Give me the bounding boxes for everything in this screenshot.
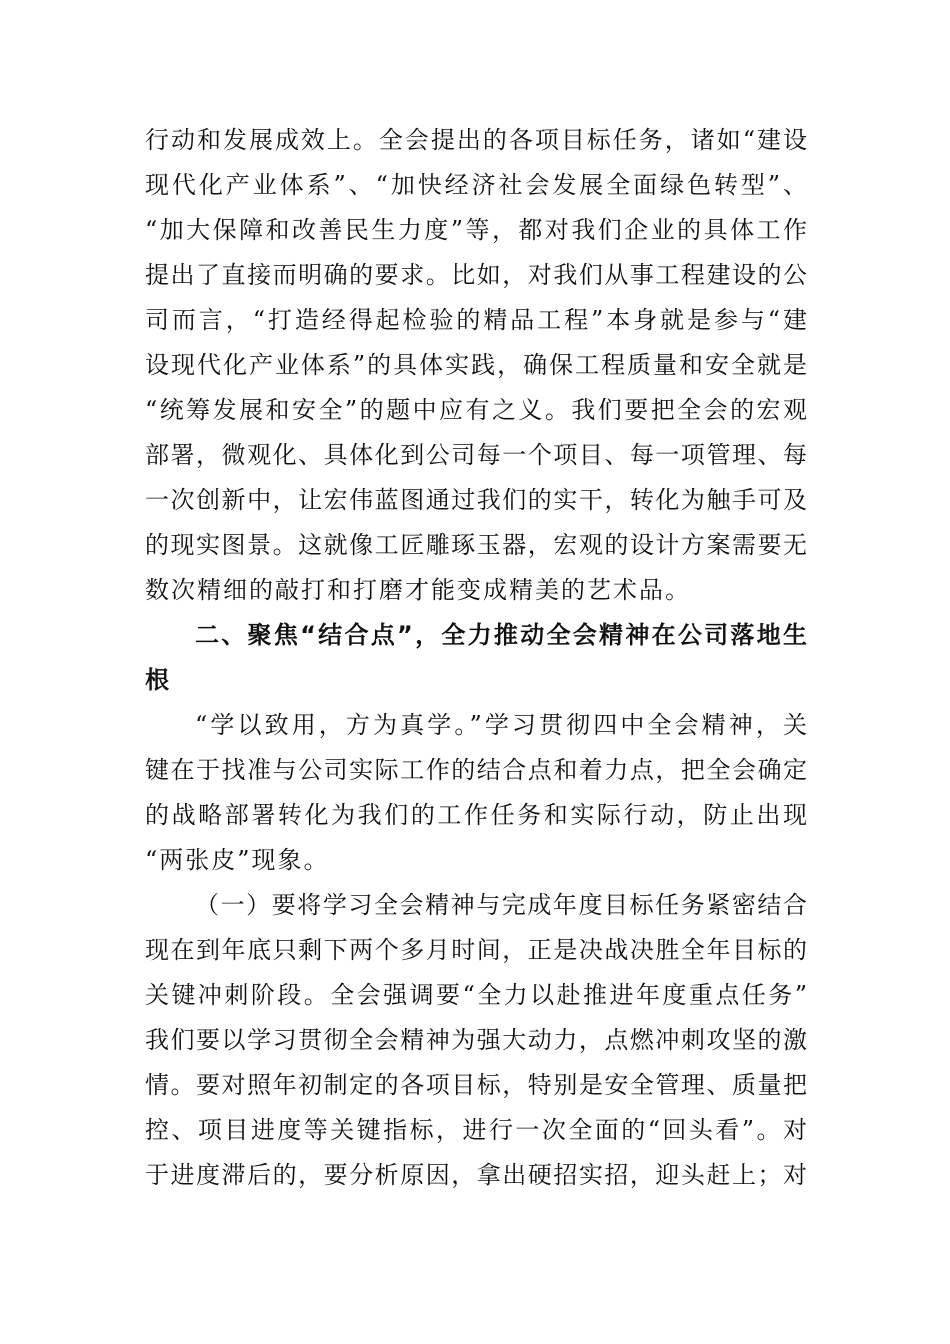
text-line: “学以致用，方为真学。”学习贯彻四中全会精神，关 [195,711,807,739]
section-heading-line: 二、聚焦“结合点”，全力推动全会精神在公司落地生 [195,621,807,649]
text-line: 数次精细的敲打和打磨才能变成精美的艺术品。 [145,576,691,604]
text-line: “加大保障和改善民生力度”等，都对我们企业的具体工作 [145,216,807,244]
section-heading-line: 根 [145,666,171,694]
text-line: 于进度滞后的，要分析原因，拿出硬招实招，迎头赶上；对 [145,1161,807,1189]
text-line: 的现实图景。这就像工匠雕琢玉器，宏观的设计方案需要无 [145,531,807,559]
text-line: 的战略部署转化为我们的工作任务和实际行动，防止出现 [145,801,807,829]
text-line: 司而言，“打造经得起检验的精品工程”本身就是参与“建 [145,306,807,334]
text-line: 情。要对照年初制定的各项目标，特别是安全管理、质量把 [145,1071,807,1099]
text-line: 行动和发展成效上。全会提出的各项目标任务，诸如“建设 [145,126,807,154]
text-line: 我们要以学习贯彻全会精神为强大动力，点燃冲刺攻坚的激 [145,1026,807,1054]
text-line: 控、项目进度等关键指标，进行一次全面的“回头看”。对 [145,1116,807,1144]
text-line: 部署，微观化、具体化到公司每一个项目、每一项管理、每 [145,441,807,469]
text-line: （一）要将学习全会精神与完成年度目标任务紧密结合 [195,891,807,919]
text-line: 键在于找准与公司实际工作的结合点和着力点，把全会确定 [145,756,807,784]
text-line: 关键冲刺阶段。全会强调要“全力以赴推进年度重点任务” [145,981,807,1009]
text-line: 设现代化产业体系”的具体实践，确保工程质量和安全就是 [145,351,807,379]
text-line: “统筹发展和安全”的题中应有之义。我们要把全会的宏观 [145,396,807,424]
text-line: 现在到年底只剩下两个多月时间，正是决战决胜全年目标的 [145,936,807,964]
text-line: 一次创新中，让宏伟蓝图通过我们的实干，转化为触手可及 [145,486,807,514]
text-line: 现代化产业体系”、“加快经济社会发展全面绿色转型”、 [145,171,807,199]
text-line: “两张皮”现象。 [145,846,330,874]
text-line: 提出了直接而明确的要求。比如，对我们从事工程建设的公 [145,261,807,289]
